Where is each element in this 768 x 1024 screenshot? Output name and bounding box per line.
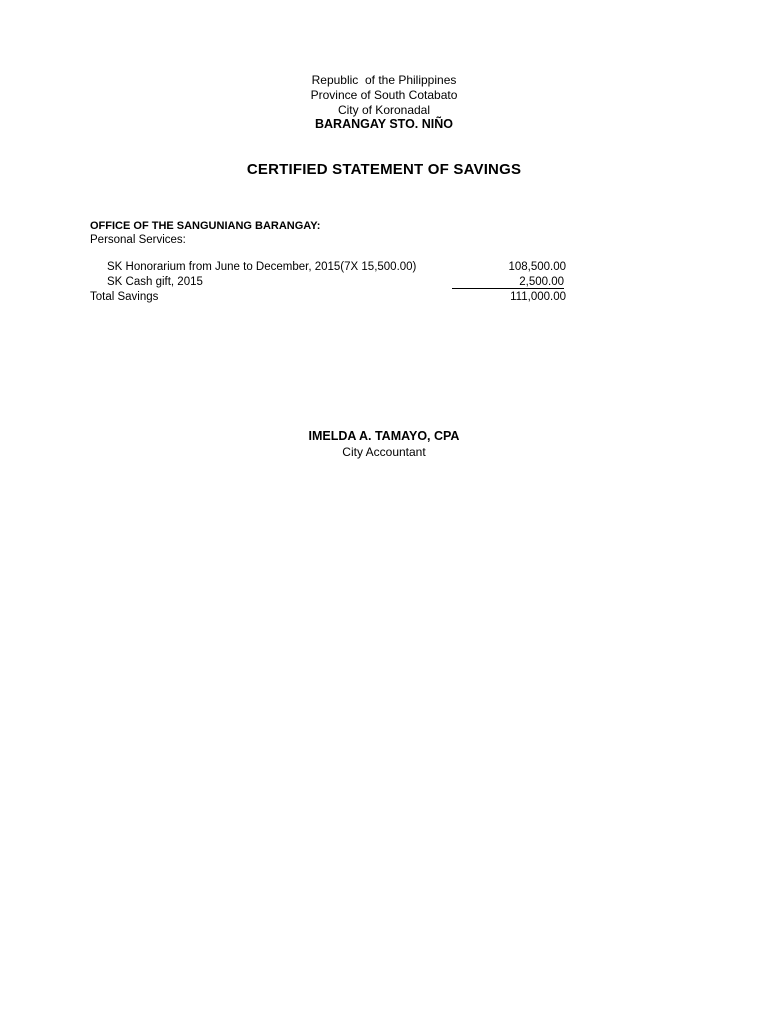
- signatory-name: IMELDA A. TAMAYO, CPA: [308, 429, 460, 443]
- total-amount: 111,000.00: [510, 291, 566, 303]
- subtotal-rule: [452, 288, 564, 289]
- office-heading: OFFICE OF THE SANGUNIANG BARANGAY:: [90, 220, 321, 232]
- header-republic: Republic of the Philippines: [311, 73, 457, 87]
- item-amount-honorarium: 108,500.00: [508, 261, 566, 273]
- item-amount-cash-gift: 2,500.00: [519, 276, 564, 288]
- header-province: Province of South Cotabato: [310, 88, 458, 102]
- category-label: Personal Services:: [90, 234, 186, 246]
- signatory-position: City Accountant: [342, 445, 426, 459]
- item-label-cash-gift: SK Cash gift, 2015: [107, 276, 203, 288]
- total-label: Total Savings: [90, 291, 159, 303]
- header-city: City of Koronadal: [337, 103, 431, 117]
- document-title: CERTIFIED STATEMENT OF SAVINGS: [246, 161, 522, 178]
- item-label-honorarium: SK Honorarium from June to December, 2015(7X 15,500.00): [107, 261, 417, 273]
- header-barangay: BARANGAY STO. NIÑO: [315, 117, 453, 131]
